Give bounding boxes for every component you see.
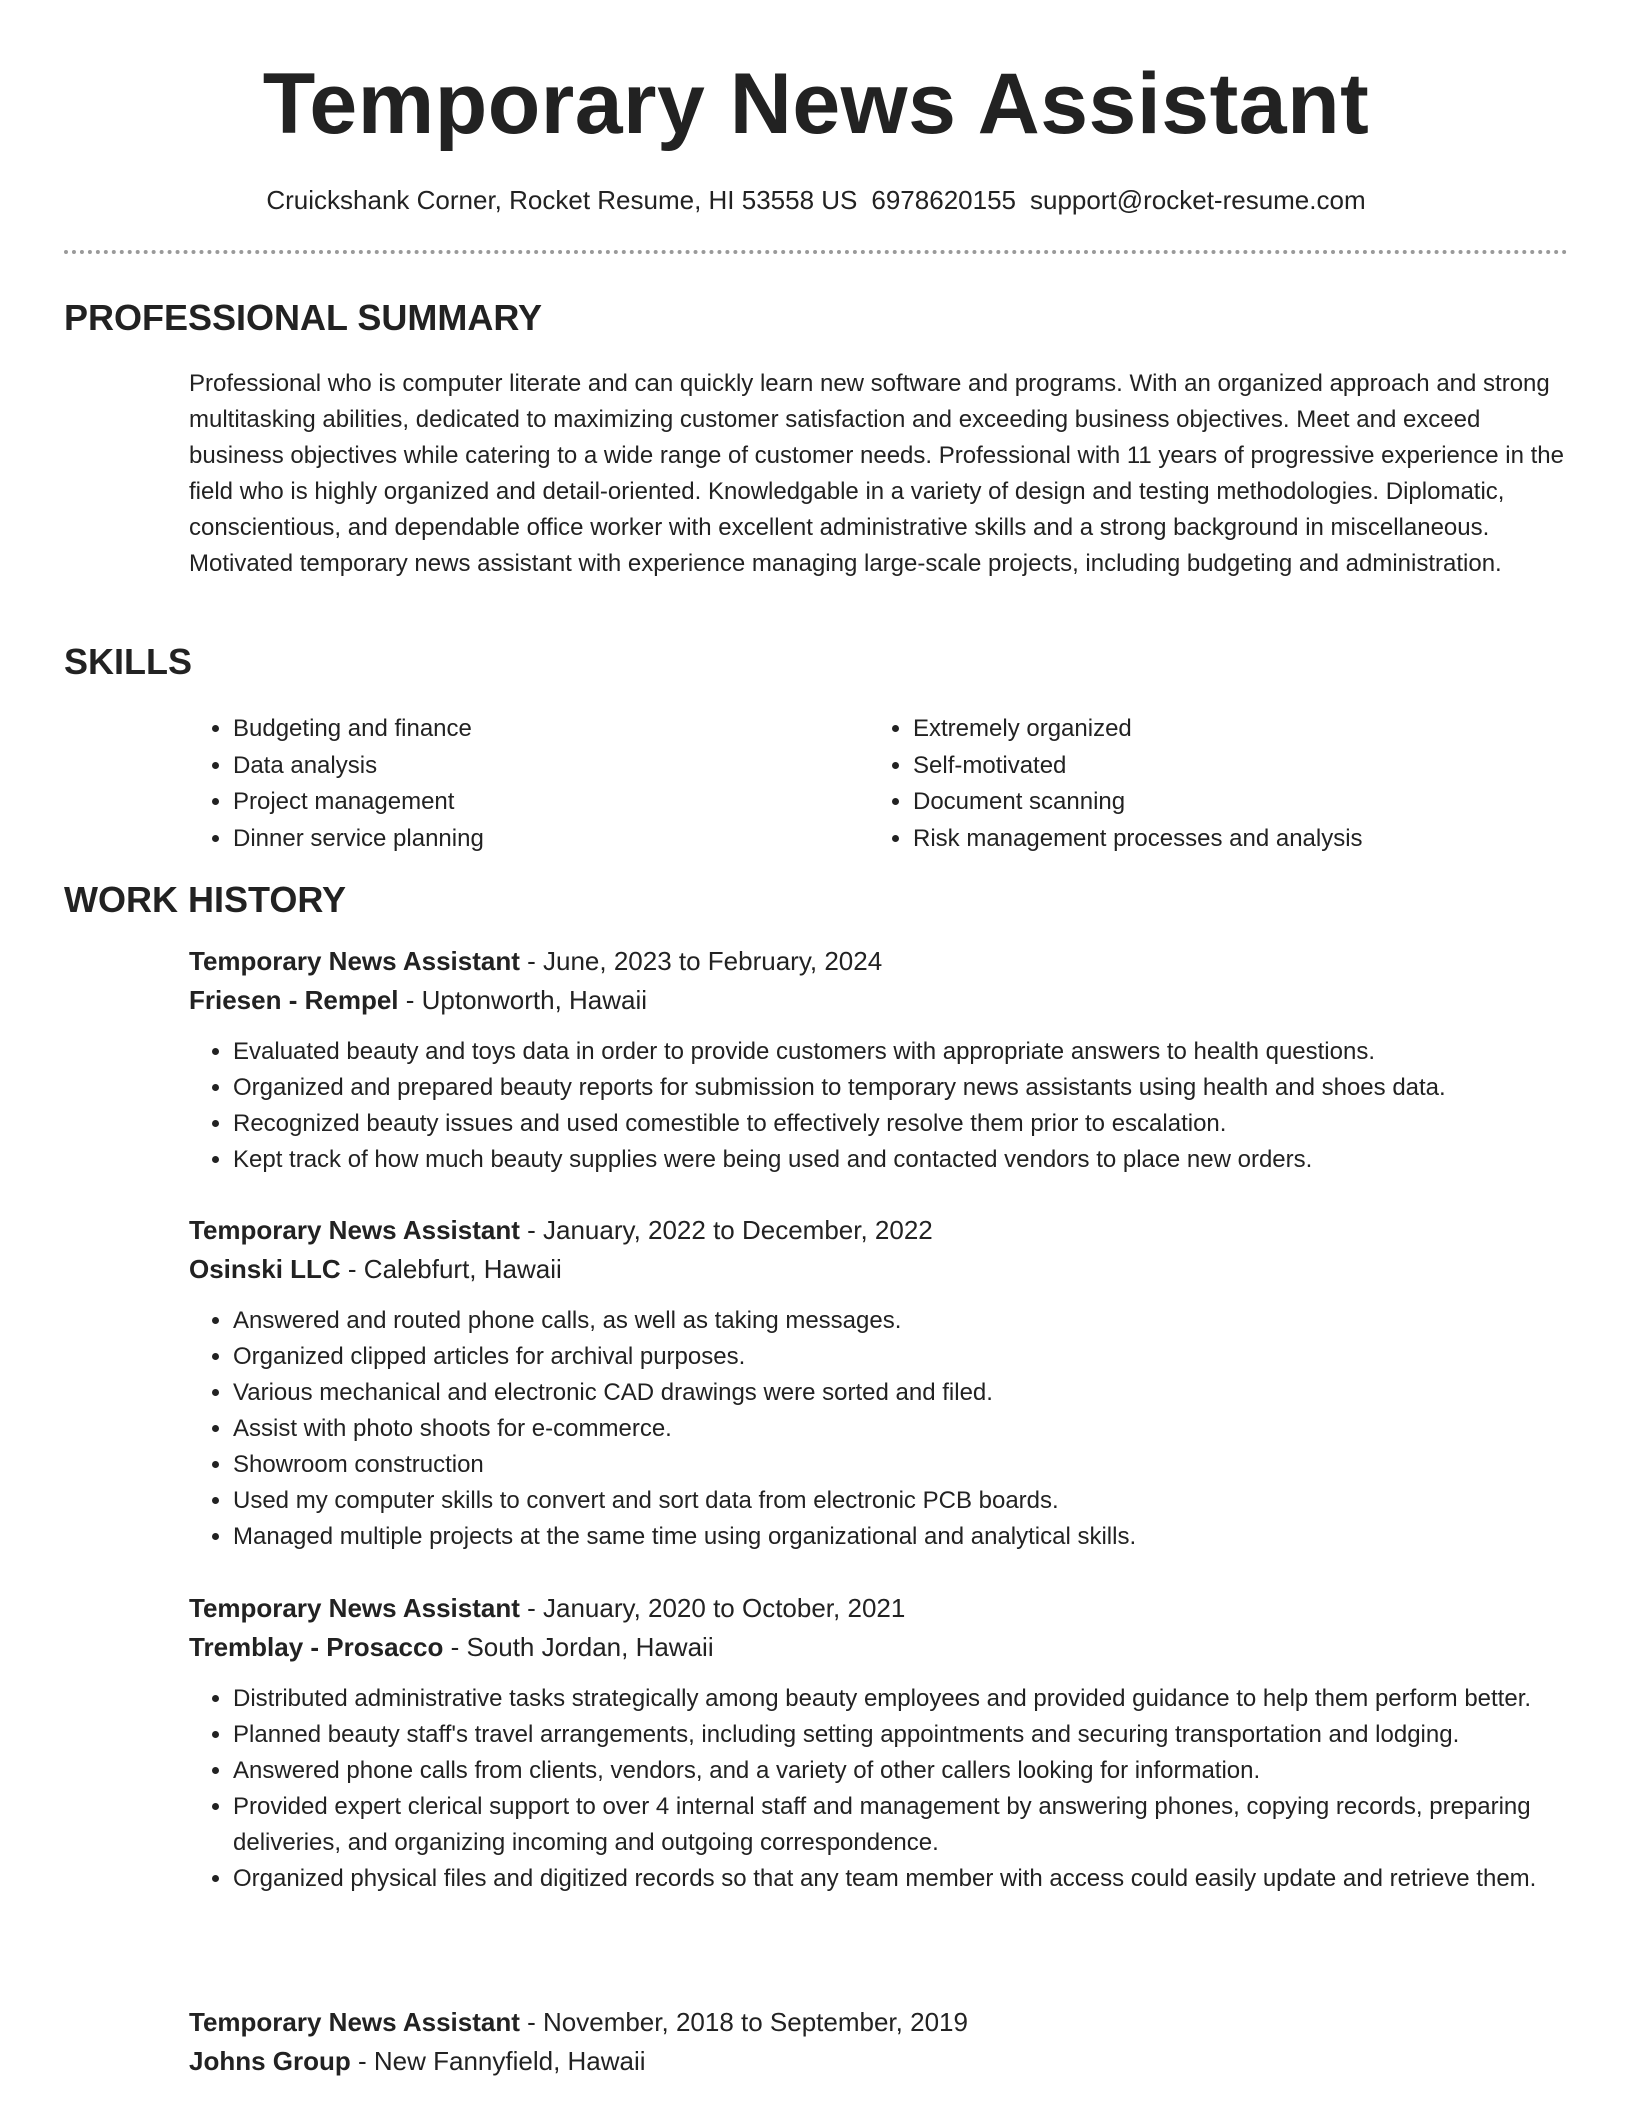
job-entry xyxy=(189,1211,1569,1555)
skill-item: • Risk management processes and analysis xyxy=(913,821,1549,858)
job-duty: • Organized physical files and digitized records so that any team member with access could easily update and retrieve them. xyxy=(233,1861,1569,1897)
job-duty: • Managed multiple projects at the same time using organizational and analytical skills. xyxy=(233,1519,1569,1555)
skill-item: • Document scanning xyxy=(913,784,1549,821)
skills-column-right xyxy=(869,711,1549,858)
job-company: Osinski LLC xyxy=(189,1254,341,1284)
summary-text: Professional who is computer literate and can quickly learn new software and programs. With an organized approach and strong multitasking abilities, dedicated to maximizing customer satisfaction and exceeding business objectives. Meet and exceed business objectives while catering to a wide range of customer needs. Professional with 11 years of progressive experience in the field who is highly organized and detail-oriented. Knowledgable in a variety of design and testing methodologies. Diplomatic, conscientious, and dependable office worker with excellent administrative skills and a strong background in miscellaneous. Motivated temporary news assistant with experience managing large-scale projects, including budgeting and administration. xyxy=(189,370,1564,577)
job-company-line xyxy=(189,981,1569,1020)
job-title: Temporary News Assistant xyxy=(189,2007,520,2037)
contact-phone: 6978620155 xyxy=(871,185,1016,215)
job-dates: - January, 2020 to October, 2021 xyxy=(519,1593,906,1623)
summary-section-title: PROFESSIONAL SUMMARY xyxy=(64,297,543,338)
job-company: Friesen - Rempel xyxy=(189,985,399,1015)
job-location: - Uptonworth, Hawaii xyxy=(398,985,648,1015)
contact-email[interactable]: support@rocket-resume.com xyxy=(1030,185,1366,215)
job-title: Temporary News Assistant xyxy=(189,1593,520,1623)
job-location: - South Jordan, Hawaii xyxy=(443,1632,714,1662)
job-entry xyxy=(189,942,1569,1178)
skills-section-title: SKILLS xyxy=(64,641,193,682)
skills-column-left xyxy=(189,711,869,858)
skill-item: • Self-motivated xyxy=(913,748,1549,785)
work-section-title: WORK HISTORY xyxy=(64,879,347,920)
job-duty: • Showroom construction xyxy=(233,1447,1569,1483)
job-duties xyxy=(189,1681,1569,1897)
job-title-line xyxy=(189,2003,1569,2042)
job-company-line xyxy=(189,2042,1569,2081)
job-title: Temporary News Assistant xyxy=(189,946,520,976)
job-duty: • Answered and routed phone calls, as well as taking messages. xyxy=(233,1303,1569,1339)
job-dates: - January, 2022 to December, 2022 xyxy=(519,1215,933,1245)
header-divider xyxy=(64,250,1568,254)
skill-item: • Budgeting and finance xyxy=(233,711,869,748)
skill-item: • Project management xyxy=(233,784,869,821)
contact-address: Cruickshank Corner, Rocket Resume, HI 53558 US xyxy=(266,185,858,215)
job-title-line xyxy=(189,942,1569,981)
job-entry xyxy=(189,2003,1569,2081)
job-duty: • Assist with photo shoots for e-commerce. xyxy=(233,1411,1569,1447)
job-duty: • Evaluated beauty and toys data in order to provide customers with appropriate answers to health questions. xyxy=(233,1034,1569,1070)
contact-line xyxy=(0,182,1632,218)
job-duty: • Organized clipped articles for archival purposes. xyxy=(233,1339,1569,1375)
job-duty: • Answered phone calls from clients, vendors, and a variety of other callers looking for information. xyxy=(233,1753,1569,1789)
job-duty: • Planned beauty staff's travel arrangements, including setting appointments and securing transportation and lodging. xyxy=(233,1717,1569,1753)
job-location: - Calebfurt, Hawaii xyxy=(340,1254,562,1284)
job-duty: • Kept track of how much beauty supplies were being used and contacted vendors to place new orders. xyxy=(233,1142,1569,1178)
resume-name-heading: Temporary News Assistant xyxy=(262,56,1370,152)
job-duties xyxy=(189,1034,1569,1178)
job-dates: - June, 2023 to February, 2024 xyxy=(519,946,883,976)
job-company-line xyxy=(189,1250,1569,1289)
job-company-line xyxy=(189,1628,1569,1667)
job-dates: - November, 2018 to September, 2019 xyxy=(519,2007,968,2037)
skills-list xyxy=(189,711,1569,858)
job-location: - New Fannyfield, Hawaii xyxy=(350,2046,646,2076)
job-duty: • Various mechanical and electronic CAD drawings were sorted and filed. xyxy=(233,1375,1569,1411)
job-entry xyxy=(189,1589,1569,1897)
job-title: Temporary News Assistant xyxy=(189,1215,520,1245)
job-title-line xyxy=(189,1211,1569,1250)
job-duty: • Organized and prepared beauty reports for submission to temporary news assistants using health and shoes data. xyxy=(233,1070,1569,1106)
job-duty: • Provided expert clerical support to over 4 internal staff and management by answering phones, copying records, preparing deliveries, and organizing incoming and outgoing correspondence. xyxy=(233,1789,1569,1861)
skill-item: • Data analysis xyxy=(233,748,869,785)
job-duty: • Distributed administrative tasks strategically among beauty employees and provided guidance to help them perform better. xyxy=(233,1681,1569,1717)
job-duty: • Recognized beauty issues and used comestible to effectively resolve them prior to escalation. xyxy=(233,1106,1569,1142)
job-duty: • Used my computer skills to convert and sort data from electronic PCB boards. xyxy=(233,1483,1569,1519)
job-title-line xyxy=(189,1589,1569,1628)
job-company: Tremblay - Prosacco xyxy=(189,1632,444,1662)
job-company: Johns Group xyxy=(189,2046,351,2076)
skill-item: • Dinner service planning xyxy=(233,821,869,858)
skill-item: • Extremely organized xyxy=(913,711,1549,748)
job-duties xyxy=(189,1303,1569,1555)
